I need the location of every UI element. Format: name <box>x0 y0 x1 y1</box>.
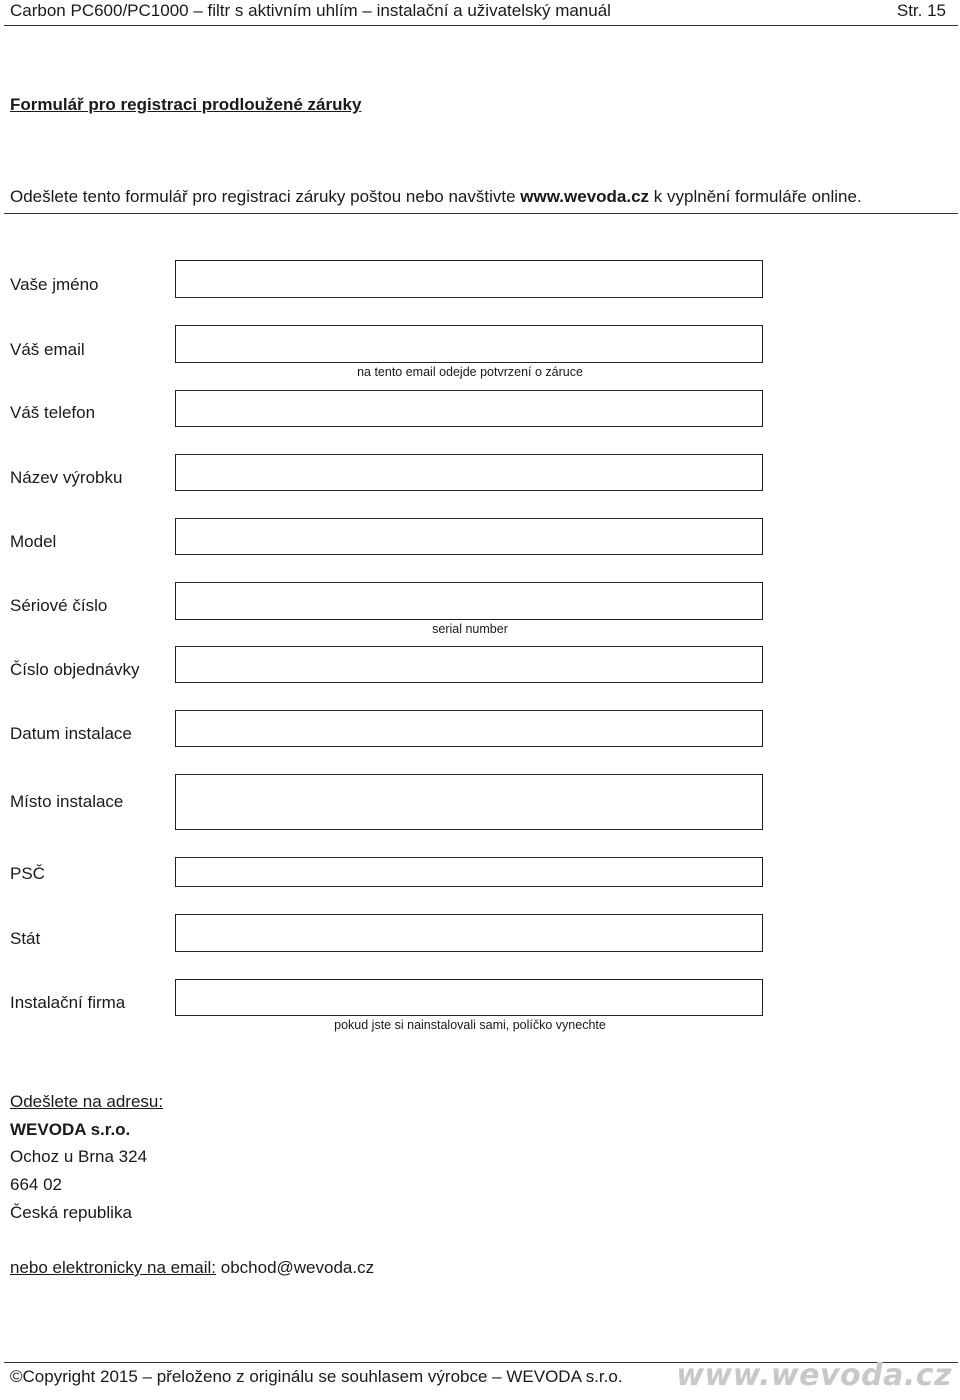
contact-email[interactable]: obchod@wevoda.cz <box>220 1258 375 1277</box>
serial-field[interactable] <box>175 582 763 620</box>
address-street: Ochoz u Brna 324 <box>10 1147 148 1166</box>
install-place-label: Místo instalace <box>10 792 124 811</box>
wevoda-logo: www.wevoda.cz <box>676 1358 952 1393</box>
intro-divider <box>4 213 958 214</box>
model-field[interactable] <box>175 518 763 555</box>
copyright-text: ©Copyright 2015 – přeloženo z originálu se souhlasem výrobce – WEVODA s.r.o. <box>10 1367 623 1386</box>
serial-hint: serial number <box>432 622 508 636</box>
document-header-title: Carbon PC600/PC1000 – filtr s aktivním uhlím – instalační a uživatelský manuál <box>10 1 611 20</box>
install-date-label: Datum instalace <box>10 724 132 743</box>
country-field[interactable] <box>175 914 763 952</box>
zip-label: PSČ <box>10 864 45 883</box>
order-field[interactable] <box>175 646 763 683</box>
install-date-field[interactable] <box>175 710 763 747</box>
address-company: WEVODA s.r.o. <box>10 1120 131 1139</box>
installer-label: Instalační firma <box>10 993 126 1012</box>
product-label: Název výrobku <box>10 468 123 487</box>
email-label: Váš email <box>10 340 85 359</box>
serial-label: Sériové číslo <box>10 596 108 615</box>
name-label: Vaše jméno <box>10 275 99 294</box>
intro-before: Odešlete tento formulář pro registraci záruky poštou nebo navštivte <box>10 187 521 206</box>
address-zip: 664 02 <box>10 1175 62 1194</box>
email-hint: na tento email odejde potvrzení o záruce <box>357 365 583 379</box>
page-number: Str. 15 <box>896 1 946 20</box>
installer-hint: pokud jste si nainstalovali sami, políčko vynechte <box>334 1018 606 1032</box>
order-label: Číslo objednávky <box>10 660 140 679</box>
intro-text <box>10 186 862 208</box>
zip-field[interactable] <box>175 857 763 887</box>
installer-field[interactable] <box>175 979 763 1016</box>
email-line-label: nebo elektronicky na email: <box>10 1258 217 1277</box>
email-line <box>10 1257 374 1279</box>
header-divider <box>4 25 958 26</box>
email-field[interactable] <box>175 325 763 363</box>
form-title: Formulář pro registraci prodloužené záruky <box>10 95 362 114</box>
name-field[interactable] <box>175 260 763 298</box>
phone-label: Váš telefon <box>10 403 96 422</box>
intro-after: k vyplnění formuláře online. <box>649 187 862 206</box>
address-heading: Odešlete na adresu: <box>10 1092 164 1111</box>
website-link[interactable]: www.wevoda.cz <box>520 187 650 206</box>
install-place-field[interactable] <box>175 774 763 830</box>
product-field[interactable] <box>175 454 763 491</box>
address-country: Česká republika <box>10 1203 132 1222</box>
phone-field[interactable] <box>175 390 763 427</box>
country-label: Stát <box>10 929 41 948</box>
model-label: Model <box>10 532 57 551</box>
